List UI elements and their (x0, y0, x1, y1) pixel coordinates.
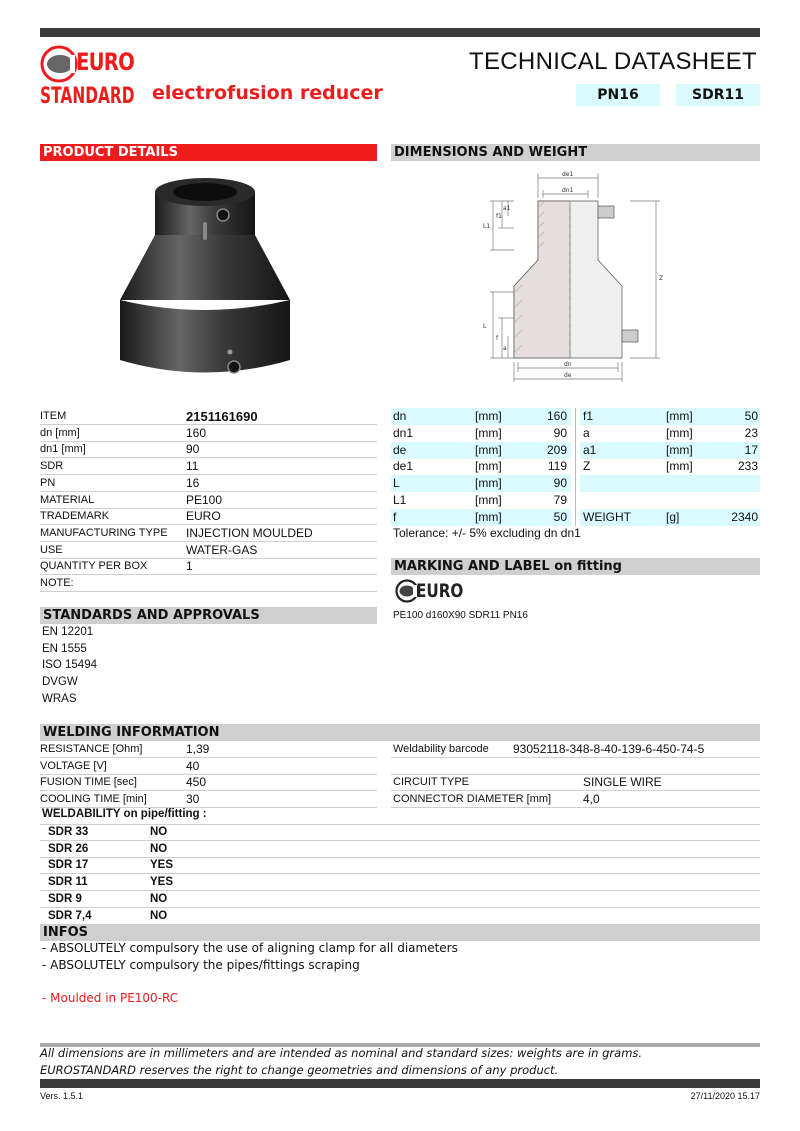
dim-name: dn (393, 409, 407, 423)
info-line-2: - ABSOLUTELY compulsory the pipes/fittings scraping (42, 958, 360, 972)
welding-label: RESISTANCE [Ohm] (40, 743, 143, 755)
detail-value: INJECTION MOULDED (186, 525, 313, 540)
detail-label: dn1 [mm] (40, 443, 86, 456)
eurostandard-logo (40, 44, 136, 112)
detail-value: 160 (186, 425, 207, 440)
welding-value: 4,0 (583, 792, 600, 807)
product-detail-row (40, 525, 377, 542)
section-welding: WELDING INFORMATION (40, 724, 760, 741)
welding-label: Weldability barcode (393, 743, 489, 755)
detail-value: 90 (186, 442, 200, 457)
detail-label: ITEM (40, 410, 67, 422)
dimension-row (580, 442, 760, 459)
dimension-row (391, 442, 571, 459)
section-infos: INFOS (40, 924, 760, 941)
label-de: de (564, 372, 572, 379)
welding-value: 93052118-348-8-40-139-6-450-74-5 (513, 742, 705, 756)
product-detail-row (40, 558, 377, 575)
welding-value: 450 (186, 775, 207, 790)
sdr-value: YES (150, 859, 174, 872)
detail-value: 2151161690 (186, 409, 258, 424)
dim-name: a1 (583, 442, 597, 457)
label-f1: f1 (496, 213, 502, 220)
detail-label: QUANTITY PER BOX (40, 560, 148, 573)
welding-row (391, 741, 760, 758)
welding-value: SINGLE WIRE (583, 775, 662, 790)
sdr-label: SDR 11 (48, 876, 88, 889)
weldability-row (40, 841, 760, 858)
welding-row (391, 774, 760, 791)
label-l1: L1 (483, 223, 491, 230)
marking-text: PE100 d160X90 SDR11 PN16 (393, 610, 528, 621)
label-dn: dn (564, 361, 572, 368)
detail-label: PN (40, 476, 56, 489)
welding-row (391, 758, 760, 775)
dim-name: f (393, 509, 397, 524)
dim-name: Z (583, 459, 591, 474)
top-bar (40, 28, 760, 37)
info-line-1: - ABSOLUTELY compulsory the use of aligning clamp for all diameters (42, 941, 458, 955)
dim-value: 17 (744, 442, 758, 457)
dim-unit: [mm] (475, 459, 502, 474)
detail-label: USE (40, 543, 63, 556)
sdr-value: NO (150, 826, 168, 838)
weldability-row (40, 891, 760, 908)
dim-unit: [mm] (666, 442, 693, 457)
dim-unit: [mm] (666, 425, 693, 440)
detail-label: SDR (40, 460, 64, 473)
dimension-row (391, 425, 571, 442)
welding-label: CONNECTOR DIAMETER [mm] (393, 793, 552, 806)
product-detail-row (40, 575, 377, 592)
standard-item: EN 1555 (42, 642, 87, 655)
standard-item: EN 12201 (42, 626, 94, 638)
detail-value: 11 (186, 459, 199, 474)
dim-unit: [mm] (475, 409, 502, 423)
dim-name: L1 (393, 493, 407, 507)
welding-row (40, 741, 377, 758)
weldability-heading: WELDABILITY on pipe/fitting : (42, 808, 207, 820)
label-l: L (483, 323, 487, 330)
welding-label: VOLTAGE [V] (40, 759, 107, 772)
detail-value: EURO (186, 509, 221, 524)
sdr-label: SDR 26 (48, 842, 89, 855)
sdr-badge: SDR11 (676, 84, 760, 106)
section-dimensions-weight: DIMENSIONS AND WEIGHT (391, 144, 760, 161)
dim-unit: [mm] (666, 459, 693, 474)
detail-value: WATER-GAS (186, 542, 258, 557)
dim-value: 23 (744, 425, 758, 440)
dim-name: WEIGHT (583, 509, 631, 524)
detail-label: dn [mm] (40, 426, 80, 439)
dimension-row (391, 509, 571, 526)
section-product-details: PRODUCT DETAILS (40, 144, 377, 161)
reducer-product-image (110, 170, 300, 385)
tolerance-note: Tolerance: +/- 5% excluding dn dn1 (393, 526, 581, 540)
product-detail-row (40, 408, 377, 425)
dim-value: 50 (553, 509, 567, 524)
dim-value: 90 (553, 476, 567, 491)
dim-value: 119 (547, 459, 567, 474)
dimension-row (391, 458, 571, 475)
sdr-label: SDR 7,4 (48, 909, 92, 922)
sdr-value: YES (150, 876, 174, 889)
detail-value: 1 (186, 559, 193, 574)
welding-row (391, 791, 760, 808)
sdr-value: NO (150, 909, 168, 922)
sdr-value: NO (150, 892, 168, 905)
dim-unit: [mm] (475, 425, 502, 440)
dim-name: f1 (583, 409, 594, 423)
footer-version: Vers. 1.5.1 (40, 1091, 84, 1101)
product-detail-row (40, 492, 377, 509)
sdr-label: SDR 33 (48, 826, 89, 838)
bottom-bar (40, 1079, 760, 1088)
standard-item: WRAS (42, 692, 77, 705)
doc-title: TECHNICAL DATASHEET (469, 48, 757, 75)
info-red-line: - Moulded in PE100-RC (42, 991, 179, 1005)
dim-name: dn1 (393, 425, 414, 440)
footer-date: 27/11/2020 15.17 (690, 1091, 760, 1101)
technical-drawing (470, 168, 670, 388)
label-z: Z (659, 275, 664, 282)
welding-label: CIRCUIT TYPE (393, 776, 469, 789)
dim-unit: [g] (666, 509, 680, 524)
footer-disclaimer-2: EUROSTANDARD reserves the right to change geometries and dimensions of any product. (40, 1063, 559, 1077)
weldability-row (40, 824, 760, 841)
welding-row (40, 774, 377, 791)
dimension-row (391, 492, 571, 509)
logo-euro-text: EURO (76, 48, 135, 76)
dim-unit: [mm] (666, 409, 693, 423)
dimension-row (580, 458, 760, 475)
dimension-divider (575, 408, 576, 526)
product-name: electrofusion reducer (152, 82, 383, 104)
weldability-row (40, 908, 760, 925)
label-f: f (496, 335, 499, 342)
dim-value: 2340 (731, 509, 758, 524)
sdr-label: SDR 17 (48, 859, 89, 872)
detail-value: PE100 (186, 492, 223, 507)
dim-name: a (583, 425, 590, 440)
product-detail-row (40, 458, 377, 475)
detail-label: MANUFACTURING TYPE (40, 526, 168, 539)
dim-value: 50 (744, 409, 758, 423)
product-detail-row (40, 475, 377, 492)
dim-value: 160 (546, 409, 567, 423)
dim-value: 209 (546, 442, 567, 457)
dimension-row (580, 408, 760, 425)
welding-row (40, 758, 377, 775)
product-detail-row (40, 425, 377, 442)
section-standards: STANDARDS AND APPROVALS (40, 607, 377, 624)
section-marking: MARKING AND LABEL on fitting (391, 558, 760, 575)
dim-unit: [mm] (475, 442, 502, 457)
weldability-row (40, 857, 760, 874)
welding-label: FUSION TIME [sec] (40, 776, 137, 789)
dim-name: de (393, 442, 407, 457)
dim-name: L (393, 476, 400, 491)
welding-row (40, 791, 377, 808)
dimension-row (391, 408, 571, 425)
detail-label: TRADEMARK (40, 510, 110, 523)
label-dn1: dn1 (562, 187, 574, 194)
dim-unit: [mm] (475, 476, 502, 491)
product-detail-row (40, 508, 377, 525)
dim-unit: [mm] (475, 509, 502, 524)
product-detail-row (40, 441, 377, 458)
standard-item: DVGW (42, 676, 78, 689)
dimension-row (580, 492, 760, 509)
weldability-row (40, 874, 760, 891)
dimension-row (580, 509, 760, 526)
pn-badge: PN16 (576, 84, 660, 106)
dim-name: de1 (393, 459, 414, 474)
marking-logo-text: EURO (416, 580, 464, 602)
footer-disclaimer-1: All dimensions are in millimeters and are intended as nominal and standard sizes: weights are in grams. (40, 1046, 643, 1060)
dimension-row (391, 475, 571, 492)
product-detail-row (40, 542, 377, 559)
label-a: a (503, 345, 507, 352)
welding-value: 1,39 (186, 742, 210, 756)
dim-value: 233 (737, 459, 758, 474)
detail-value: 16 (186, 475, 200, 490)
detail-label: NOTE: (40, 577, 74, 589)
dim-unit: [mm] (475, 493, 502, 507)
label-a1: a1 (503, 205, 511, 212)
welding-label: COOLING TIME [min] (40, 793, 147, 806)
logo-standard-text: STANDARD (40, 84, 135, 109)
dim-value: 90 (553, 425, 567, 440)
dimension-row (580, 425, 760, 442)
standard-item: ISO 15494 (42, 659, 97, 672)
detail-label: MATERIAL (40, 493, 95, 506)
marking-euro-logo (395, 578, 467, 604)
sdr-label: SDR 9 (48, 892, 82, 905)
sdr-value: NO (150, 842, 168, 855)
dim-value: 79 (553, 493, 567, 507)
welding-value: 30 (186, 792, 200, 807)
welding-value: 40 (186, 758, 200, 773)
label-de1: de1 (562, 171, 574, 178)
dimension-row (580, 475, 760, 492)
